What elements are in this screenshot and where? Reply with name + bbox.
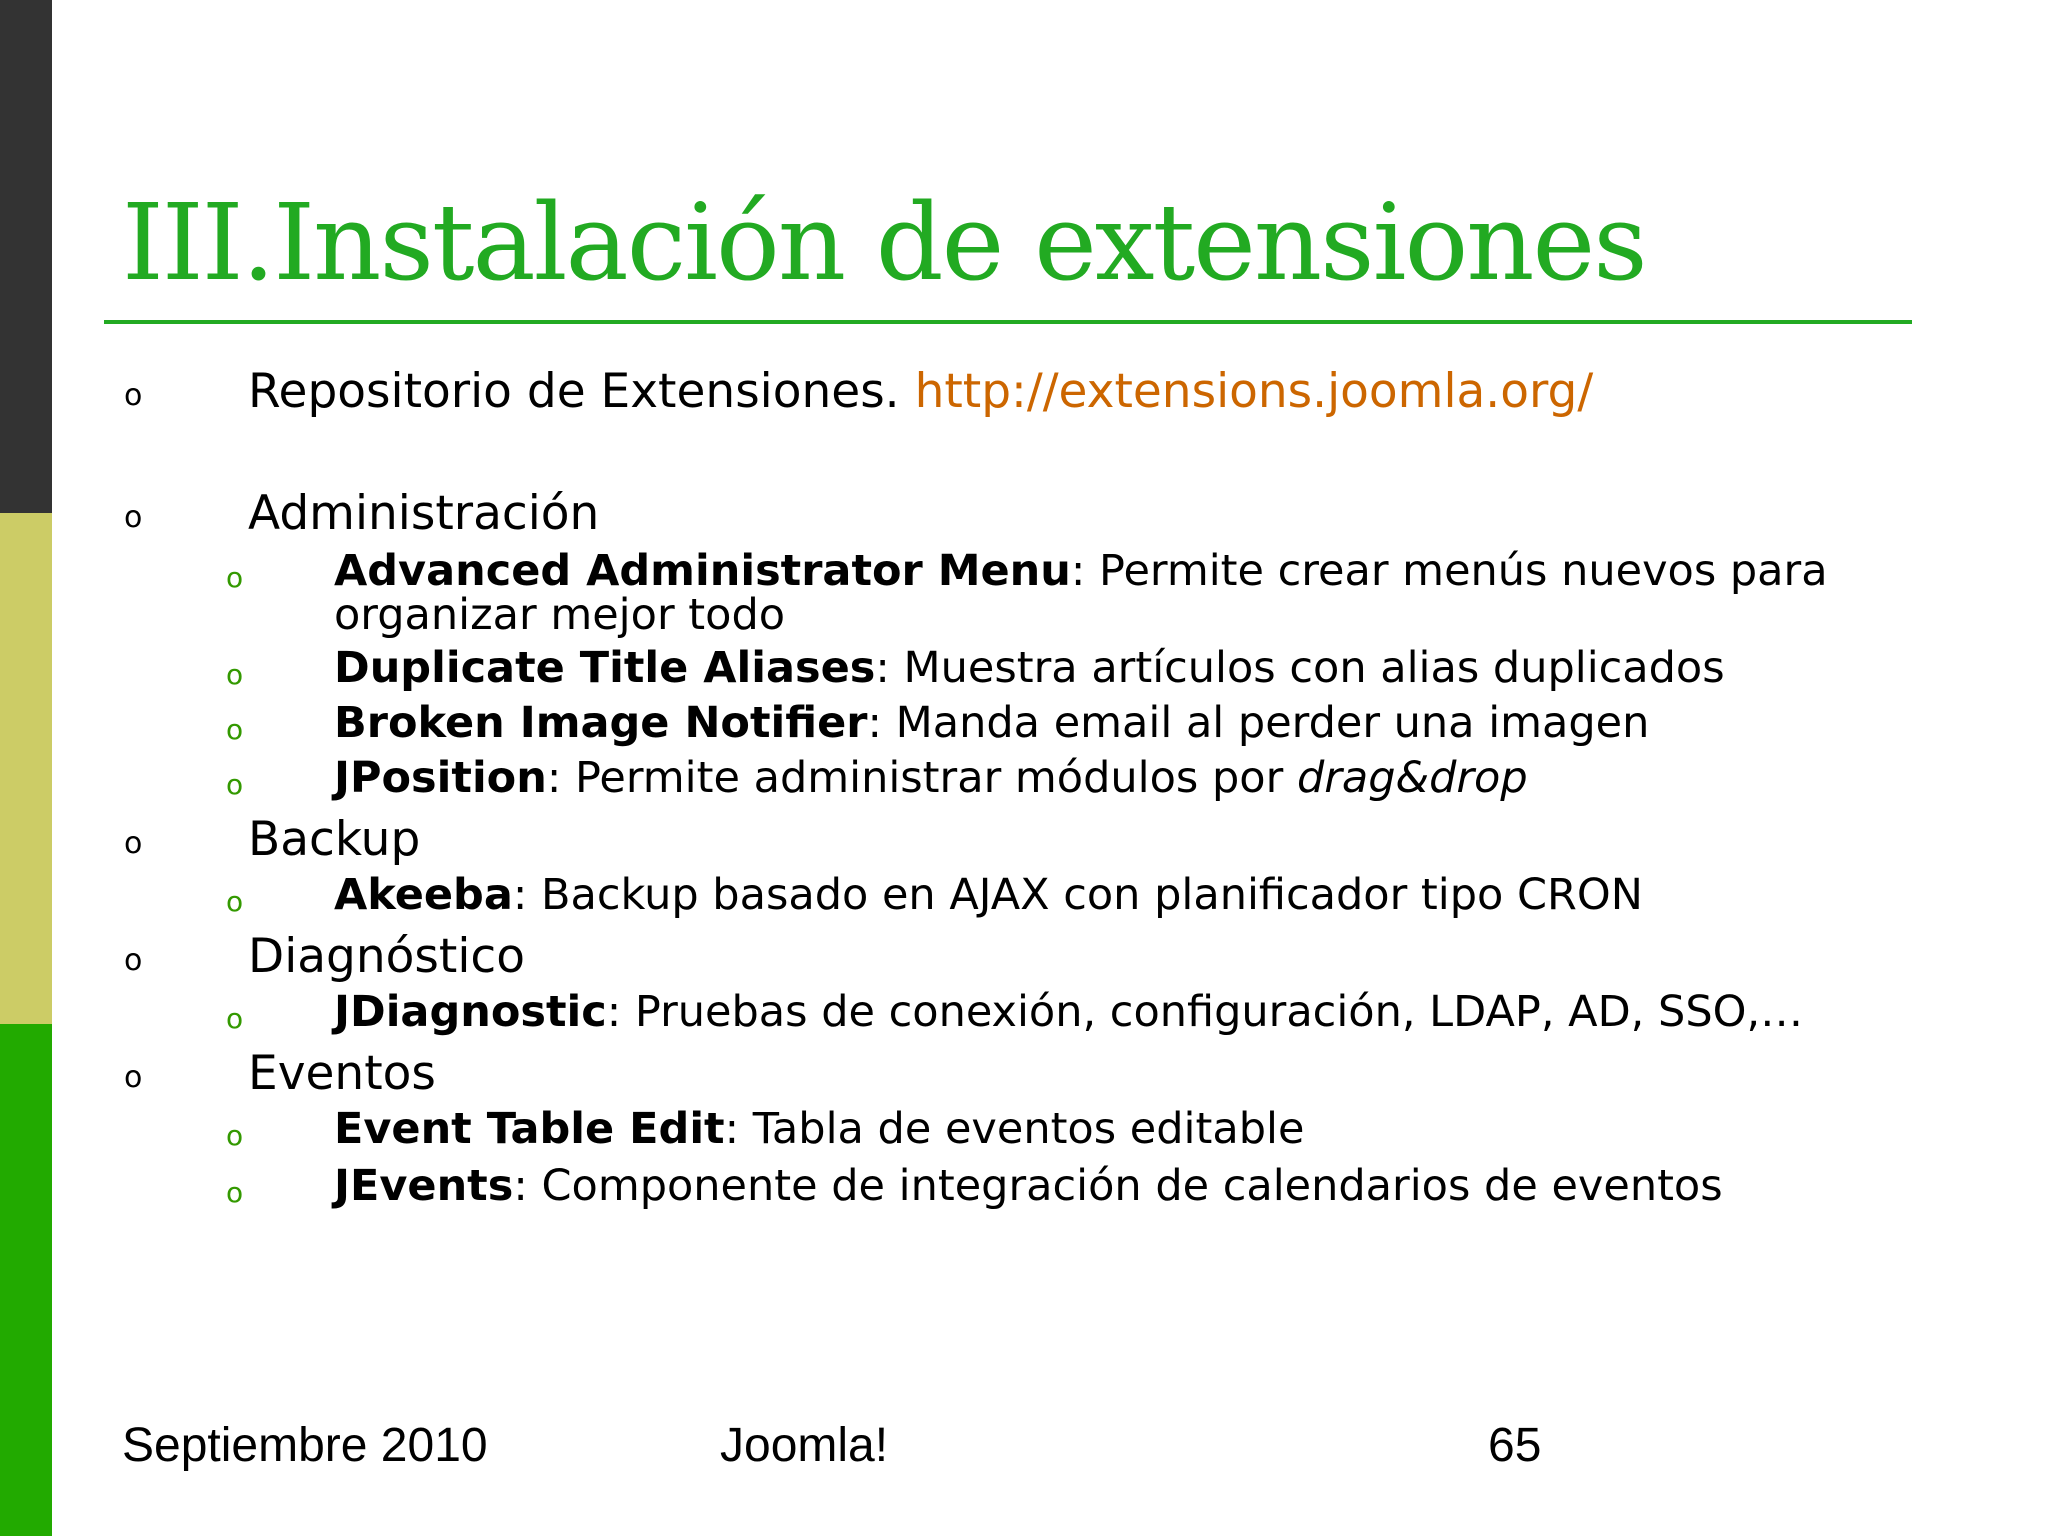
list-item-eventos: Eventos	[248, 1046, 436, 1101]
footer-date: Septiembre 2010	[122, 1419, 488, 1472]
list-item-repositorio	[248, 364, 1593, 420]
footer-page-number: 65	[1488, 1419, 1542, 1472]
sub-bullet-icon: o	[226, 658, 244, 691]
sub-bullet-icon: o	[226, 885, 244, 918]
sub-bullet-icon: o	[226, 561, 244, 594]
sidebar-bar-olive	[0, 513, 52, 1024]
sub-item-event-table-edit	[334, 1106, 1304, 1152]
extension-name: Broken Image Notifier	[334, 698, 868, 748]
bullet-icon: o	[124, 1060, 143, 1095]
list-item-diagnostico: Diagnóstico	[248, 929, 525, 984]
sub-item-duplicate-title-aliases	[334, 645, 1725, 691]
sub-bullet-icon: o	[226, 1002, 244, 1035]
sub-item-broken-image-notifier	[334, 700, 1649, 746]
slide-title: III.Instalación de extensiones	[122, 181, 1646, 304]
bullet-icon: o	[124, 943, 143, 978]
extension-name: JPosition	[334, 753, 547, 803]
sub-bullet-icon: o	[226, 1176, 244, 1209]
extension-desc: : Pruebas de conexión, configuración, LDAP, AD, SSO,…	[606, 987, 1804, 1037]
extension-desc: : Componente de integración de calendarios de eventos	[513, 1161, 1723, 1211]
bullet-icon: o	[124, 500, 143, 535]
sub-item-jevents	[334, 1163, 1723, 1209]
extension-desc: : Permite crear menús nuevos para	[1070, 546, 1828, 596]
extension-name: Akeeba	[334, 870, 513, 920]
bullet-icon: o	[124, 826, 143, 861]
list-item-administracion: Administración	[248, 486, 600, 541]
sub-item-akeeba	[334, 872, 1643, 918]
extension-desc-italic: drag&drop	[1296, 753, 1528, 803]
extension-desc: : Backup basado en AJAX con planificador tipo CRON	[512, 870, 1643, 920]
sub-bullet-icon: o	[226, 713, 244, 746]
title-divider	[104, 320, 1912, 324]
extension-name: Event Table Edit	[334, 1104, 725, 1154]
sub-bullet-icon: o	[226, 1119, 244, 1152]
extension-name: JEvents	[334, 1161, 514, 1211]
extension-name: Advanced Administrator Menu	[334, 546, 1071, 596]
sub-bullet-icon: o	[226, 768, 244, 801]
sub-item-advanced-admin-menu	[334, 548, 1828, 594]
extension-desc: : Muestra artículos con alias duplicados	[875, 643, 1725, 693]
sub-item-advanced-admin-menu-cont: organizar mejor todo	[334, 590, 786, 640]
sub-item-jdiagnostic	[334, 989, 1803, 1035]
sidebar-bar-green	[0, 1024, 52, 1536]
extension-name: Duplicate Title Aliases	[334, 643, 876, 693]
item-label: Repositorio de Extensiones.	[248, 364, 915, 419]
list-item-backup: Backup	[248, 812, 421, 867]
bullet-icon: o	[124, 378, 143, 413]
repository-link[interactable]: http://extensions.joomla.org/	[914, 364, 1594, 419]
extension-desc: : Manda email al perder una imagen	[867, 698, 1650, 748]
footer-product: Joomla!	[720, 1419, 889, 1472]
extension-desc: : Tabla de eventos editable	[724, 1104, 1305, 1154]
sidebar-bar-dark	[0, 0, 52, 513]
extension-name: JDiagnostic	[334, 987, 607, 1037]
extension-desc: : Permite administrar módulos por	[546, 753, 1297, 803]
sub-item-jposition	[334, 755, 1528, 801]
